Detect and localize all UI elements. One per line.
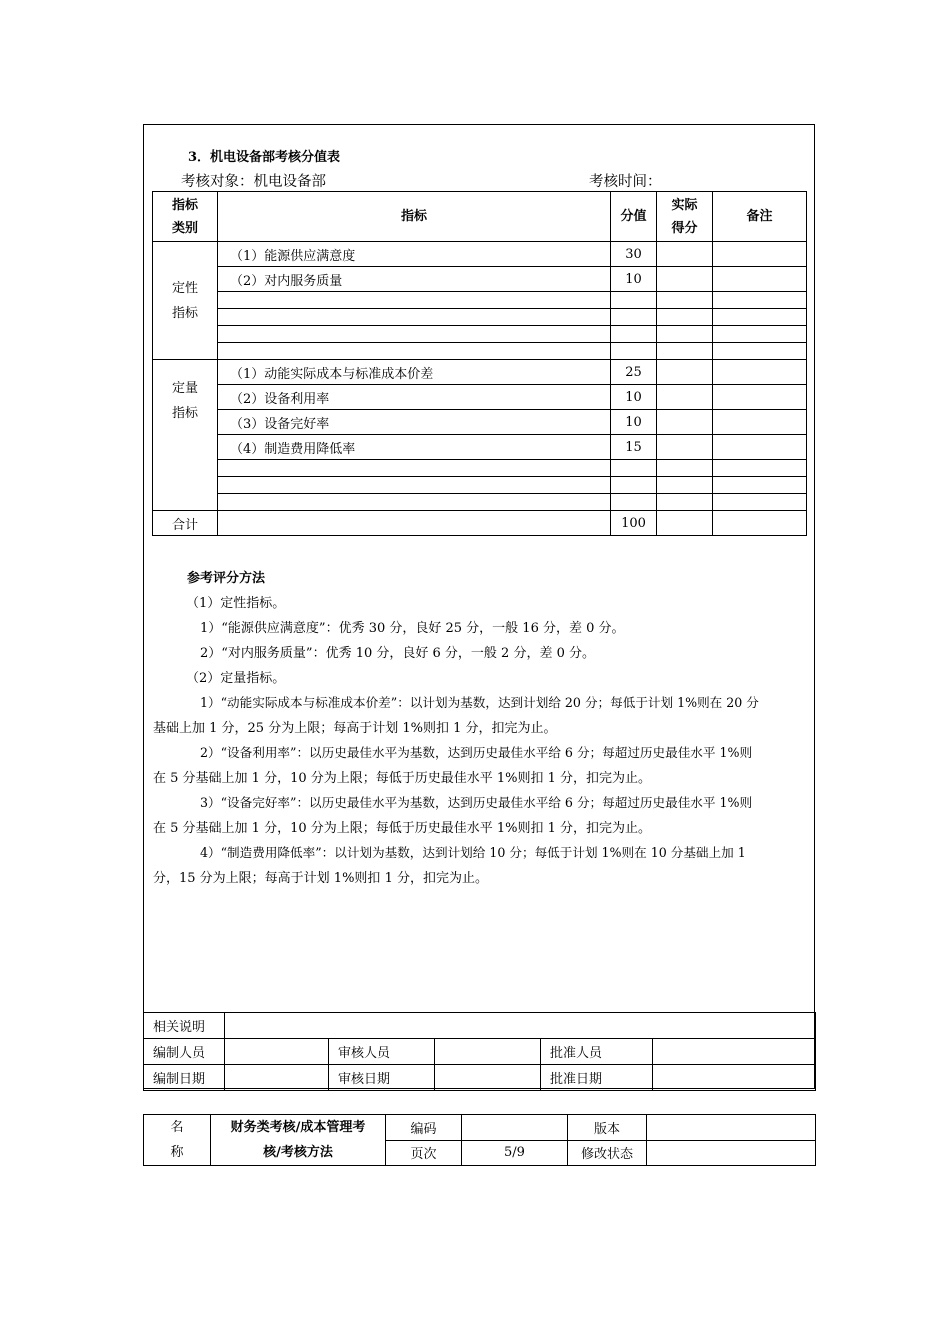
total-label: 合计	[153, 511, 218, 536]
header-category: 指标 类别	[153, 192, 218, 242]
note-value	[225, 1013, 816, 1039]
indicator-name: （2）设备利用率	[218, 385, 611, 410]
remark-cell	[713, 242, 807, 267]
prepared-date-label: 编制日期	[144, 1065, 225, 1091]
reviewed-date-label: 审核日期	[329, 1065, 435, 1091]
remark-cell	[713, 410, 807, 435]
code-value	[462, 1115, 568, 1141]
revision-label: 修改状态	[568, 1140, 647, 1166]
quantitative-label: 定量 指标	[153, 360, 218, 511]
footer-table	[143, 1114, 816, 1166]
approved-by-label: 批准人员	[541, 1039, 653, 1065]
method-line: 3）“设备完好率”：以历史最佳水平为基数，达到历史最佳水平给 6 分；每超过历史最佳水平 1%则	[200, 795, 753, 810]
page-label: 页次	[386, 1140, 462, 1166]
table-row	[153, 435, 807, 460]
method-line: （1）定性指标。	[186, 596, 286, 611]
method-line: 在 5 分基础上加 1 分，10 分为上限；每低于历史最佳水平 1%则扣 1 分，扣完为止。	[153, 771, 652, 786]
approved-date-label: 批准日期	[541, 1065, 653, 1091]
actual-score-cell	[657, 360, 713, 385]
actual-score-cell	[657, 385, 713, 410]
header-remark: 备注	[713, 192, 807, 242]
method-line: 4）“制造费用降低率”：以计划为基数，达到计划给 10 分；每低于计划 1%则在 10 分基础上加 1	[200, 845, 746, 860]
indicator-name: （2）对内服务质量	[218, 267, 611, 292]
indicator-name: （1）动能实际成本与标准成本价差	[218, 360, 611, 385]
method-line: 1）“动能实际成本与标准成本价差”：以计划为基数，达到计划给 20 分；每低于计划 1%则在 20 分	[200, 695, 759, 710]
total-score: 100	[611, 511, 657, 536]
method-line: 分，15 分为上限；每高于计划 1%则扣 1 分，扣完为止。	[153, 871, 488, 886]
method-line: 2）“对内服务质量”：优秀 10 分，良好 6 分，一般 2 分，差 0 分。	[200, 646, 595, 661]
footer-row	[144, 1115, 816, 1141]
actual-score-cell	[657, 410, 713, 435]
assessment-time-label: 考核时间：	[589, 174, 662, 190]
method-line: （2）定量指标。	[186, 671, 286, 686]
empty-row	[153, 292, 807, 309]
qualitative-label: 定性 指标	[153, 242, 218, 360]
table-title: 3．机电设备部考核分值表	[188, 150, 341, 165]
table-row	[153, 267, 807, 292]
empty-row	[153, 343, 807, 360]
remark-cell	[713, 360, 807, 385]
indicator-score: 30	[611, 242, 657, 267]
header-actual: 实际 得分	[657, 192, 713, 242]
header-score: 分值	[611, 192, 657, 242]
actual-score-cell	[657, 242, 713, 267]
empty-row	[153, 477, 807, 494]
method-line: 1）“能源供应满意度”：优秀 30 分，良好 25 分，一般 16 分，差 0 分。	[200, 621, 625, 636]
actual-score-cell	[657, 267, 713, 292]
revision-value	[647, 1140, 816, 1166]
indicator-name: （3）设备完好率	[218, 410, 611, 435]
signoff-table	[143, 1012, 816, 1091]
version-label: 版本	[568, 1115, 647, 1141]
note-label: 相关说明	[144, 1013, 225, 1039]
indicator-name: （1）能源供应满意度	[218, 242, 611, 267]
empty-row	[153, 326, 807, 343]
prepared-by-label: 编制人员	[144, 1039, 225, 1065]
name-label: 名 称	[144, 1115, 211, 1166]
assessment-subject: 考核对象：机电设备部	[181, 174, 326, 190]
header-indicator: 指标	[218, 192, 611, 242]
table-row	[153, 385, 807, 410]
remark-cell	[713, 435, 807, 460]
method-line: 在 5 分基础上加 1 分，10 分为上限；每低于历史最佳水平 1%则扣 1 分，扣完为止。	[153, 821, 652, 836]
page-value: 5/9	[462, 1140, 568, 1166]
method-line: 基础上加 1 分，25 分为上限；每高于计划 1%则扣 1 分，扣完为止。	[153, 721, 557, 736]
indicator-name: （4）制造费用降低率	[218, 435, 611, 460]
actual-score-cell	[657, 435, 713, 460]
date-row	[144, 1065, 816, 1091]
personnel-row	[144, 1039, 816, 1065]
indicator-score: 10	[611, 267, 657, 292]
table-row	[153, 360, 807, 385]
version-value	[647, 1115, 816, 1141]
remark-cell	[713, 385, 807, 410]
indicator-score: 10	[611, 385, 657, 410]
empty-row	[153, 460, 807, 477]
method-heading: 参考评分方法	[187, 571, 266, 586]
total-row	[153, 511, 807, 536]
table-row	[153, 242, 807, 267]
empty-row	[153, 309, 807, 326]
empty-row	[153, 494, 807, 511]
table-row	[153, 410, 807, 435]
note-row	[144, 1013, 816, 1039]
method-line: 2）“设备利用率”：以历史最佳水平为基数，达到历史最佳水平给 6 分；每超过历史最佳水平 1%则	[200, 745, 753, 760]
remark-cell	[713, 267, 807, 292]
table-header-row	[153, 192, 807, 242]
indicator-score: 10	[611, 410, 657, 435]
score-table	[152, 191, 807, 536]
code-label: 编码	[386, 1115, 462, 1141]
indicator-score: 25	[611, 360, 657, 385]
document-name: 财务类考核/成本管理考 核/考核方法	[211, 1115, 386, 1166]
reviewed-by-label: 审核人员	[329, 1039, 435, 1065]
indicator-score: 15	[611, 435, 657, 460]
